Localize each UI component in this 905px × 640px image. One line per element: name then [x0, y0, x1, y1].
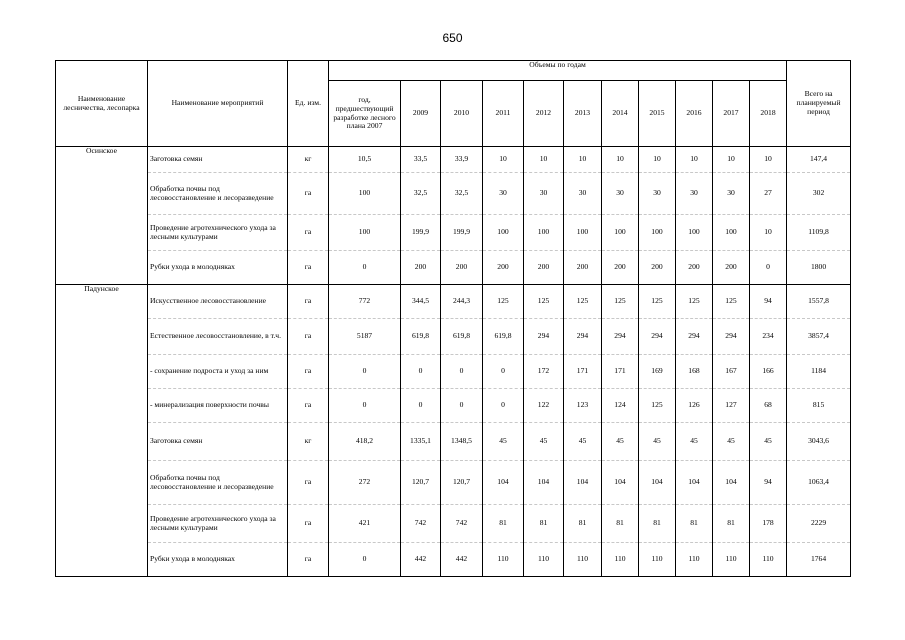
year-value-2010: 1348,5 — [441, 423, 483, 461]
year-value-2009: 442 — [401, 543, 441, 577]
year-value-2015: 125 — [639, 389, 676, 423]
year-value-2011: 200 — [483, 251, 524, 285]
year-value-2016: 45 — [676, 423, 713, 461]
year-value-2012: 45 — [524, 423, 564, 461]
year-value-2018: 234 — [750, 319, 787, 355]
table-row — [56, 505, 851, 543]
year-value-2010: 199,9 — [441, 215, 483, 251]
year-value-2017: 294 — [713, 319, 750, 355]
year-value-2014: 10 — [602, 147, 639, 173]
year-value-2013: 10 — [564, 147, 602, 173]
total-value: 1184 — [787, 355, 851, 389]
header-year-2018: 2018 — [750, 81, 787, 147]
year-value-2013: 104 — [564, 461, 602, 505]
total-value: 815 — [787, 389, 851, 423]
year-value-2016: 168 — [676, 355, 713, 389]
year-value-2016: 10 — [676, 147, 713, 173]
table-row — [56, 543, 851, 577]
year-value-2013: 100 — [564, 215, 602, 251]
prev-year-value: 272 — [329, 461, 401, 505]
measure-name: Проведение агротехнического ухода за лесными культурами — [148, 505, 288, 543]
table-row — [56, 461, 851, 505]
year-value-2010: 244,3 — [441, 285, 483, 319]
year-value-2011: 619,8 — [483, 319, 524, 355]
unit-cell: га — [288, 215, 329, 251]
total-value: 1063,4 — [787, 461, 851, 505]
year-value-2011: 0 — [483, 355, 524, 389]
unit-cell: га — [288, 505, 329, 543]
year-value-2011: 30 — [483, 173, 524, 215]
year-value-2017: 127 — [713, 389, 750, 423]
table-row — [56, 251, 851, 285]
prev-year-value: 0 — [329, 251, 401, 285]
year-value-2009: 1335,1 — [401, 423, 441, 461]
year-value-2017: 100 — [713, 215, 750, 251]
unit-cell: га — [288, 389, 329, 423]
year-value-2011: 0 — [483, 389, 524, 423]
year-value-2016: 104 — [676, 461, 713, 505]
header-total: Всего на планируемый период — [787, 61, 851, 147]
year-value-2013: 171 — [564, 355, 602, 389]
measure-name: Рубки ухода в молодняках — [148, 251, 288, 285]
year-value-2014: 30 — [602, 173, 639, 215]
total-value: 2229 — [787, 505, 851, 543]
measure-name: Проведение агротехнического ухода за лесными культурами — [148, 215, 288, 251]
prev-year-value: 772 — [329, 285, 401, 319]
measure-name: - минерализация поверхности почвы — [148, 389, 288, 423]
total-value: 3857,4 — [787, 319, 851, 355]
table-body — [56, 147, 851, 577]
year-value-2010: 0 — [441, 355, 483, 389]
year-value-2011: 125 — [483, 285, 524, 319]
year-value-2010: 120,7 — [441, 461, 483, 505]
year-value-2016: 100 — [676, 215, 713, 251]
year-value-2011: 81 — [483, 505, 524, 543]
year-value-2017: 45 — [713, 423, 750, 461]
unit-cell: га — [288, 173, 329, 215]
unit-cell: га — [288, 461, 329, 505]
unit-cell: га — [288, 251, 329, 285]
year-value-2012: 10 — [524, 147, 564, 173]
year-value-2017: 110 — [713, 543, 750, 577]
year-value-2018: 45 — [750, 423, 787, 461]
table-row — [56, 147, 851, 173]
unit-cell: кг — [288, 147, 329, 173]
year-value-2010: 33,9 — [441, 147, 483, 173]
total-value: 1557,8 — [787, 285, 851, 319]
total-value: 1800 — [787, 251, 851, 285]
page-number: 650 — [442, 31, 463, 45]
year-value-2015: 110 — [639, 543, 676, 577]
year-value-2015: 10 — [639, 147, 676, 173]
header-volumes: Объемы по годам — [329, 61, 787, 81]
table-row — [56, 215, 851, 251]
year-value-2015: 294 — [639, 319, 676, 355]
prev-year-value: 0 — [329, 355, 401, 389]
header-year-2014: 2014 — [602, 81, 639, 147]
header-year-2009: 2009 — [401, 81, 441, 147]
year-value-2016: 81 — [676, 505, 713, 543]
year-value-2014: 81 — [602, 505, 639, 543]
header-leskhoz: Наименование лесничества, лесопарка — [56, 61, 148, 147]
table-row — [56, 173, 851, 215]
measure-name: - сохранение подроста и уход за ним — [148, 355, 288, 389]
year-value-2010: 619,8 — [441, 319, 483, 355]
measure-name: Обработка почвы под лесовосстановление и лесоразведение — [148, 461, 288, 505]
year-value-2009: 0 — [401, 355, 441, 389]
year-value-2018: 27 — [750, 173, 787, 215]
year-value-2011: 10 — [483, 147, 524, 173]
year-value-2009: 344,5 — [401, 285, 441, 319]
year-value-2018: 166 — [750, 355, 787, 389]
table-row — [56, 389, 851, 423]
year-value-2013: 125 — [564, 285, 602, 319]
prev-year-value: 100 — [329, 173, 401, 215]
year-value-2018: 94 — [750, 461, 787, 505]
total-value: 302 — [787, 173, 851, 215]
prev-year-value: 421 — [329, 505, 401, 543]
table-row — [56, 285, 851, 319]
year-value-2014: 200 — [602, 251, 639, 285]
year-value-2009: 619,8 — [401, 319, 441, 355]
year-value-2014: 171 — [602, 355, 639, 389]
year-value-2014: 100 — [602, 215, 639, 251]
year-value-2011: 45 — [483, 423, 524, 461]
year-value-2015: 169 — [639, 355, 676, 389]
year-value-2014: 294 — [602, 319, 639, 355]
prev-year-value: 100 — [329, 215, 401, 251]
year-value-2013: 294 — [564, 319, 602, 355]
year-value-2016: 294 — [676, 319, 713, 355]
year-value-2011: 100 — [483, 215, 524, 251]
year-value-2013: 45 — [564, 423, 602, 461]
year-value-2010: 200 — [441, 251, 483, 285]
year-value-2013: 30 — [564, 173, 602, 215]
header-year-2010: 2010 — [441, 81, 483, 147]
year-value-2013: 200 — [564, 251, 602, 285]
header-prev-year: год, предшествующий разработке лесного плана 2007 — [329, 81, 401, 147]
year-value-2014: 124 — [602, 389, 639, 423]
header-year-2017: 2017 — [713, 81, 750, 147]
year-value-2016: 110 — [676, 543, 713, 577]
header-year-2015: 2015 — [639, 81, 676, 147]
year-value-2012: 100 — [524, 215, 564, 251]
year-value-2018: 178 — [750, 505, 787, 543]
header-year-2012: 2012 — [524, 81, 564, 147]
year-value-2009: 199,9 — [401, 215, 441, 251]
year-value-2010: 742 — [441, 505, 483, 543]
prev-year-value: 10,5 — [329, 147, 401, 173]
total-value: 147,4 — [787, 147, 851, 173]
year-value-2015: 45 — [639, 423, 676, 461]
year-value-2012: 104 — [524, 461, 564, 505]
year-value-2009: 120,7 — [401, 461, 441, 505]
year-value-2014: 110 — [602, 543, 639, 577]
year-value-2018: 10 — [750, 215, 787, 251]
year-value-2014: 104 — [602, 461, 639, 505]
year-value-2018: 0 — [750, 251, 787, 285]
year-value-2018: 94 — [750, 285, 787, 319]
year-value-2009: 200 — [401, 251, 441, 285]
header-measure: Наименование мероприятий — [148, 61, 288, 147]
measure-name: Искусственное лесовосстановление — [148, 285, 288, 319]
unit-cell: га — [288, 543, 329, 577]
leskhoz-name: Осинское — [56, 147, 148, 285]
prev-year-value: 0 — [329, 543, 401, 577]
year-value-2012: 200 — [524, 251, 564, 285]
year-value-2009: 33,5 — [401, 147, 441, 173]
prev-year-value: 418,2 — [329, 423, 401, 461]
year-value-2010: 0 — [441, 389, 483, 423]
year-value-2016: 125 — [676, 285, 713, 319]
table-row — [56, 319, 851, 355]
total-value: 3043,6 — [787, 423, 851, 461]
measure-name: Рубки ухода в молодняках — [148, 543, 288, 577]
year-value-2010: 442 — [441, 543, 483, 577]
year-value-2009: 0 — [401, 389, 441, 423]
header-year-2013: 2013 — [564, 81, 602, 147]
year-value-2012: 81 — [524, 505, 564, 543]
unit-cell: кг — [288, 423, 329, 461]
unit-cell: га — [288, 285, 329, 319]
year-value-2012: 110 — [524, 543, 564, 577]
year-value-2018: 10 — [750, 147, 787, 173]
year-value-2013: 81 — [564, 505, 602, 543]
header-year-2011: 2011 — [483, 81, 524, 147]
year-value-2016: 200 — [676, 251, 713, 285]
measure-name: Заготовка семян — [148, 423, 288, 461]
year-value-2012: 125 — [524, 285, 564, 319]
header-year-2016: 2016 — [676, 81, 713, 147]
year-value-2011: 110 — [483, 543, 524, 577]
table-row — [56, 355, 851, 389]
year-value-2015: 30 — [639, 173, 676, 215]
forestry-measures-table — [55, 60, 851, 577]
year-value-2017: 104 — [713, 461, 750, 505]
year-value-2016: 30 — [676, 173, 713, 215]
table-row — [56, 423, 851, 461]
year-value-2017: 167 — [713, 355, 750, 389]
year-value-2017: 81 — [713, 505, 750, 543]
year-value-2015: 81 — [639, 505, 676, 543]
year-value-2014: 125 — [602, 285, 639, 319]
measure-name: Заготовка семян — [148, 147, 288, 173]
year-value-2016: 126 — [676, 389, 713, 423]
year-value-2017: 10 — [713, 147, 750, 173]
header-unit: Ед. изм. — [288, 61, 329, 147]
year-value-2014: 45 — [602, 423, 639, 461]
unit-cell: га — [288, 319, 329, 355]
year-value-2018: 110 — [750, 543, 787, 577]
year-value-2013: 123 — [564, 389, 602, 423]
total-value: 1109,8 — [787, 215, 851, 251]
year-value-2012: 122 — [524, 389, 564, 423]
year-value-2009: 32,5 — [401, 173, 441, 215]
measure-name: Обработка почвы под лесовосстановление и лесоразведение — [148, 173, 288, 215]
total-value: 1764 — [787, 543, 851, 577]
year-value-2013: 110 — [564, 543, 602, 577]
year-value-2009: 742 — [401, 505, 441, 543]
prev-year-value: 0 — [329, 389, 401, 423]
year-value-2018: 68 — [750, 389, 787, 423]
year-value-2010: 32,5 — [441, 173, 483, 215]
prev-year-value: 5187 — [329, 319, 401, 355]
year-value-2012: 294 — [524, 319, 564, 355]
year-value-2012: 172 — [524, 355, 564, 389]
year-value-2011: 104 — [483, 461, 524, 505]
year-value-2015: 104 — [639, 461, 676, 505]
measure-name: Естественное лесовосстановление, в т.ч. — [148, 319, 288, 355]
year-value-2015: 200 — [639, 251, 676, 285]
year-value-2012: 30 — [524, 173, 564, 215]
year-value-2017: 125 — [713, 285, 750, 319]
year-value-2017: 200 — [713, 251, 750, 285]
unit-cell: га — [288, 355, 329, 389]
year-value-2017: 30 — [713, 173, 750, 215]
year-value-2015: 100 — [639, 215, 676, 251]
year-value-2015: 125 — [639, 285, 676, 319]
leskhoz-name: Падунское — [56, 285, 148, 577]
